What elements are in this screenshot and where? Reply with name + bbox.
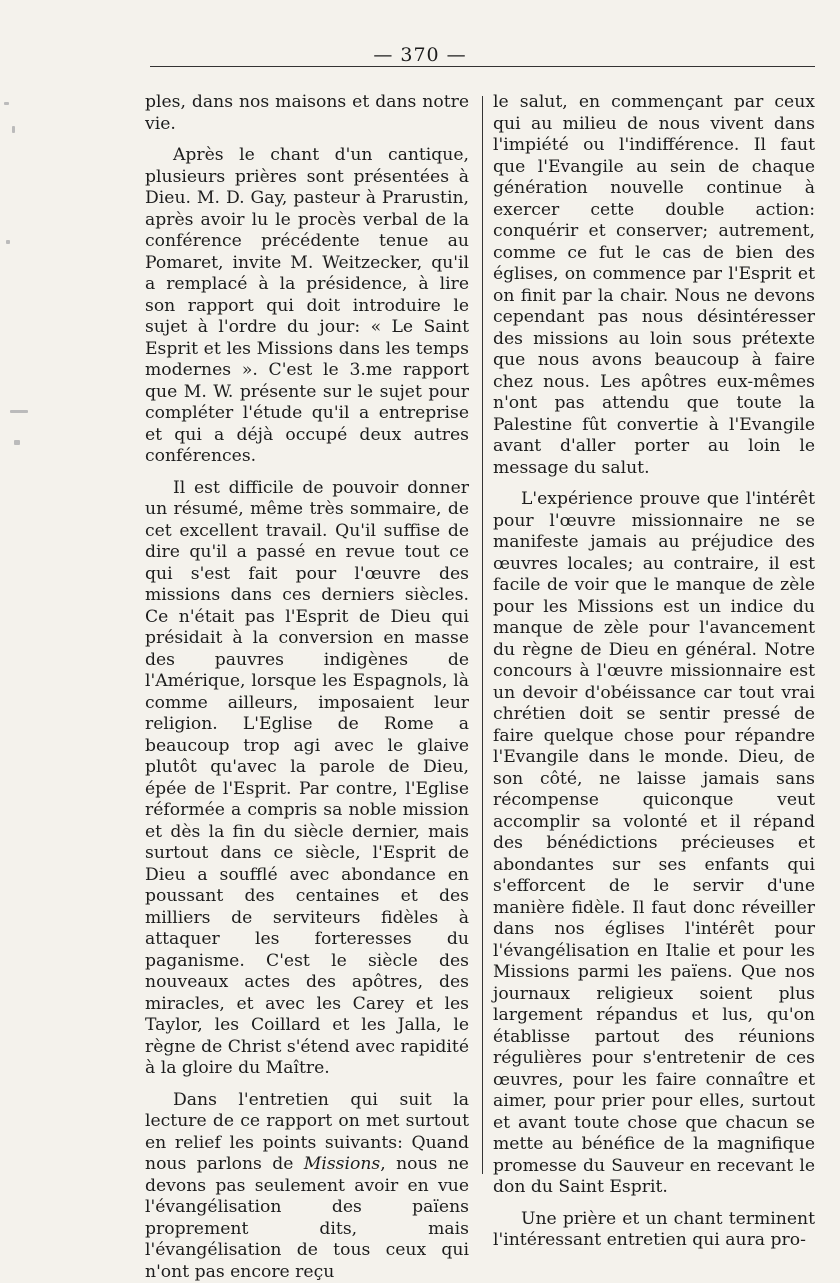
right-paragraph-3: Une prière et un chant terminent l'intéressant entretien qui aura pro- <box>493 1209 815 1252</box>
header-rule <box>150 66 815 67</box>
right-column <box>493 92 815 1252</box>
missions-italic: Missions <box>304 1154 380 1174</box>
left-paragraph-2: Après le chant d'un cantique, plusieurs prières sont présentées à Dieu. M. D. Gay, pasteur à Prarustin, après avoir lu le procès verbal de la conférence précédente tenue au Pomaret, invite M. Weitzecker, qu'il a remplacé à la présidence, à lire son rapport qui doit introduire le sujet à l'ordre du jour: « Le Saint Esprit et les Missions dans les temps modernes ». C'est le 3.me rapport que M. W. présente sur le sujet pour compléter l'étude qu'il a entreprise et qui a déjà occupé deux autres conférences. <box>145 145 469 468</box>
margin-ink-smudges <box>0 80 40 480</box>
column-divider <box>482 96 483 1174</box>
left-paragraph-1: ples, dans nos maisons et dans notre vie. <box>145 92 469 135</box>
left-paragraph-3: Il est difficile de pouvoir donner un résumé, même très sommaire, de cet excellent travail. Qu'il suffise de dire qu'il a passé en revue tout ce qui s'est fait pour l'œuvre des missions dans ces derniers siècles. Ce n'était pas l'Esprit de Dieu qui présidait à la conversion en masse des pauvres indigènes de l'Amérique, lorsque les Espagnols, là comme ailleurs, imposaient leur religion. L'Eglise de Rome a beaucoup trop agi avec le glaive plutôt qu'avec la parole de Dieu, épée de l'Esprit. Par contre, l'Eglise réformée a compris sa noble mission et dès la fin du siècle dernier, mais surtout dans ce siècle, l'Esprit de Dieu a soufflé avec abondance en poussant des centaines et des milliers de serviteurs fidèles à attaquer les forteresses du paganisme. C'est le siècle des nouveaux actes des apôtres, des miracles, et avec les Carey et les Taylor, les Coillard et les Jalla, le règne de Christ s'étend avec rapidité à la gloire du Maître. <box>145 478 469 1080</box>
left-paragraph-4-end: , nous ne devons pas seulement avoir en vue l'évangélisation des païens proprement dits, mais l'évangélisation de tous ceux qui n'ont pas encore reçu <box>145 1154 469 1282</box>
page-number: — 370 — <box>0 44 840 66</box>
left-paragraph-4-start: Dans l'entretien qui suit la lecture de ce rapport on met surtout en relief les points suivants: Quand nous parlons de <box>145 1090 469 1175</box>
right-paragraph-2: L'expérience prouve que l'intérêt pour l'œuvre missionnaire ne se manifeste jamais au préjudice des œuvres locales; au contraire, il est facile de voir que le manque de zèle pour les Missions est un indice du manque de zèle pour l'avancement du règne de Dieu en général. Notre concours à l'œuvre missionnaire est un devoir d'obéissance car tout vrai chrétien doit se sentir pressé de faire quelque chose pour répandre l'Evangile dans le monde. Dieu, de son côté, ne laisse jamais sans récompense quiconque veut accomplir sa volonté et il répand des bénédictions précieuses et abondantes sur ses enfants qui s'efforcent de le servir d'une manière fidèle. Il faut donc réveiller dans nos églises l'intérêt pour l'évangélisation en Italie et pour les Missions parmi les païens. Que nos journaux religieux soient plus largement répandus et lus, qu'on établisse partout des réunions régulières pour s'entretenir de ces œuvres, pour les faire connaître et aimer, pour prier pour elles, surtout et avant toute chose que chacun se mette au bénéfice de la magnifique promesse du Sauveur en recevant le don du Saint Esprit. <box>493 489 815 1199</box>
left-paragraph-4 <box>145 1090 469 1283</box>
left-column <box>145 92 469 1283</box>
right-paragraph-1: le salut, en commençant par ceux qui au milieu de nous vivent dans l'impiété ou l'indifférence. Il faut que l'Evangile au sein de chaque génération nouvelle continue à exercer cette double action: conquérir et conserver; autrement, comme ce fut le cas de bien des églises, on commence par l'Esprit et on finit par la chair. Nous ne devons cependant pas nous désintéresser des missions au loin sous prétexte que nous avons beaucoup à faire chez nous. Les apôtres eux-mêmes n'ont pas attendu que toute la Palestine fût convertie à l'Evangile avant d'aller porter au loin le message du salut. <box>493 92 815 479</box>
